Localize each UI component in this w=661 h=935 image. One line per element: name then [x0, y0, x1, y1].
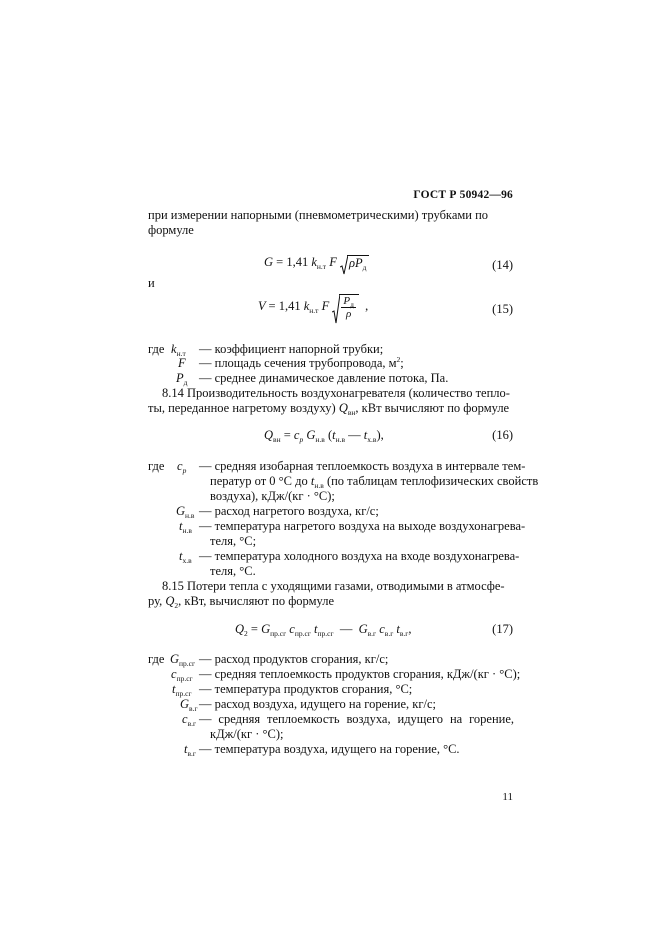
def-P-d: — среднее динамическое давление потока, Па.	[199, 371, 449, 385]
document-header: ГОСТ Р 50942—96	[413, 189, 513, 201]
symbol-G-prsg: $G_{пр.сг}$	[170, 652, 196, 668]
defs2-where: где	[148, 459, 165, 473]
symbol-c-prsg: $c_{пр.сг}$	[171, 667, 193, 683]
def-c-p-line-2: ператур от 0 °С до $t_{н.в}$ (по таблицам теплофизических свойств	[210, 474, 539, 490]
def-c-vg-line-2: кДж/(кг · °С);	[210, 727, 284, 741]
page-number: 11	[502, 791, 513, 803]
def-t-xv-line-1: — температура холодного воздуха на входе воздухонагрева-	[199, 549, 520, 563]
intro-paragraph	[148, 208, 514, 238]
symbol-G-vg: $G_{в.г}$	[180, 697, 198, 713]
def-c-vg-line-1: — средняя теплоемкость воздуха, идущего на горение,	[199, 712, 514, 726]
equation-number-17: (17)	[492, 622, 513, 636]
symbol-t-nv: $t_{н.в}$	[179, 519, 192, 535]
def-t-xv-line-2: теля, °С.	[210, 564, 256, 578]
symbol-k-nt: $k_{н.т}$	[171, 342, 186, 358]
def-G-prsg: — расход продуктов сгорания, кг/с;	[199, 652, 389, 666]
def-t-vg: — температура воздуха, идущего на горение, °С.	[199, 742, 460, 756]
def-t-nv-line-1: — температура нагретого воздуха на выходе воздухонагрева-	[199, 519, 526, 533]
symbol-G-nv: $G_{н.в}$	[176, 504, 195, 520]
formula-15: V = 1,41 $k_{н.т}$ F $\frac{P_д}{\rho}$ ,	[258, 294, 368, 320]
defs3-where: где	[148, 652, 165, 666]
equation-number-15: (15)	[492, 302, 513, 316]
symbol-t-prsg: $t_{пр.сг}$	[172, 682, 192, 698]
equation-number-16: (16)	[492, 428, 513, 442]
section-8-15-line-1: 8.15 Потери тепла с уходящими газами, отводимыми в атмосфе-	[162, 579, 505, 593]
sqrt-symbol: $\rho P_д$	[340, 255, 369, 271]
def-t-prsg: — температура продуктов сгорания, °С;	[199, 682, 413, 696]
symbol-F: F	[178, 356, 186, 370]
symbol-c-p: $c_p$	[177, 459, 187, 475]
intro-line-1: при измерении напорными (пневмометрическими) трубками по	[148, 208, 489, 222]
conjunction-and: и	[148, 276, 155, 290]
symbol-P-d: $P_д$	[176, 371, 188, 387]
section-8-14-line-2: ты, переданное нагретому воздуху) $Q_{вн}$, кВт вычисляют по формуле	[148, 401, 510, 417]
formula-14: G = 1,41 $k_{н.т}$ F $\rho P_д$	[264, 255, 369, 271]
formula-17: $Q_2 = G_{пр.сг}$ $c_{пр.сг}$ $t_{пр.сг}$ — $G_{в.г}$ $c_{в.г}$ $t_{в.г}$,	[235, 622, 412, 638]
section-8-15-line-2: ру, $Q_2$, кВт, вычисляют по формуле	[148, 594, 335, 610]
section-8-15	[148, 579, 514, 609]
equation-number-14: (14)	[492, 258, 513, 272]
symbol-t-vg: $t_{в.г}$	[184, 742, 196, 758]
def-F: — площадь сечения трубопровода, $м^2$;	[199, 355, 404, 370]
section-8-14-line-1: 8.14 Производительность воздухонагревателя (количество тепло-	[162, 386, 510, 400]
defs1-where: где	[148, 342, 165, 356]
sqrt-symbol	[332, 294, 359, 320]
def-G-nv: — расход нагретого воздуха, кг/с;	[199, 504, 379, 518]
def-t-nv-line-2: теля, °С;	[210, 534, 257, 548]
intro-line-2: формуле	[148, 223, 194, 237]
section-8-14	[148, 386, 514, 416]
def-G-vg: — расход воздуха, идущего на горение, кг/с;	[199, 697, 436, 711]
formula-16: $Q_{вн} = c_p$ $G_{н.в}$ ($t_{н.в}$ — $t_{х.в}$),	[264, 428, 384, 444]
symbol-t-xv: $t_{х.в}$	[179, 549, 192, 565]
symbol-c-vg: $c_{в.г}$	[182, 712, 197, 728]
fraction: $\frac{P_д}{\rho}$	[343, 295, 354, 320]
def-c-prsg: — средняя теплоемкость продуктов сгорания, кДж/(кг · °С);	[199, 667, 521, 681]
def-c-p-line-1: — средняя изобарная теплоемкость воздуха в интервале тем-	[199, 459, 526, 473]
def-k-nt: — коэффициент напорной трубки;	[199, 342, 384, 356]
def-c-p-line-3: воздуха), кДж/(кг · °С);	[210, 489, 335, 503]
